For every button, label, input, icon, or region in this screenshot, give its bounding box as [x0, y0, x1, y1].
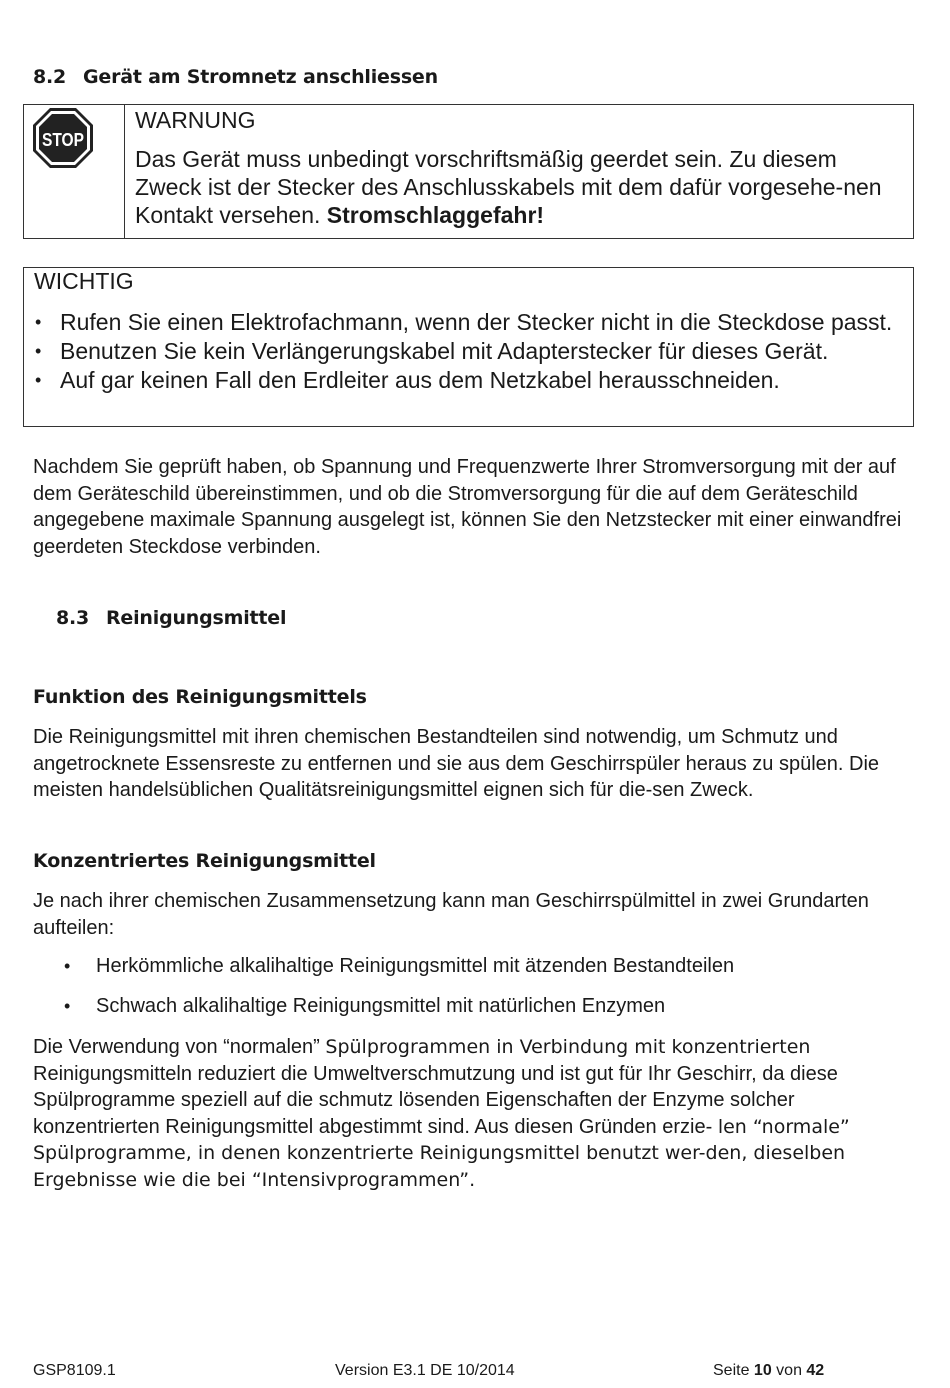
- stop-sign-text: STOP: [42, 130, 84, 150]
- footer-page-number: [713, 1362, 824, 1380]
- page-total: 42: [806, 1362, 825, 1379]
- usage-paragraph: [33, 1034, 918, 1193]
- section-heading-8-3: [56, 607, 286, 629]
- footer-model: GSP8109.1: [33, 1362, 116, 1379]
- warning-icon-cell: [24, 105, 125, 238]
- stop-sign-icon: [32, 107, 94, 169]
- connect-paragraph: Nachdem Sie geprüft haben, ob Spannung und Frequenzwerte Ihrer Stromversorgung mit der auf dem Geräteschild übereinstimmen, und ob die Stromversorgung für die auf dem Geräteschild angegebene maximale Spannung ausgelegt ist, können Sie den Netzstecker mit einer einwandfrei geerdeten Steckdose verbinden.: [33, 456, 902, 558]
- section-number: 8.2: [33, 66, 67, 88]
- important-box: [23, 267, 914, 427]
- page-prefix: Seite: [713, 1362, 754, 1379]
- page-current: 10: [753, 1362, 772, 1379]
- important-item: • Rufen Sie einen Elektrofachmann, wenn der Stecker nicht in die Steckdose passt.: [34, 308, 904, 336]
- section-title: Reinigungsmittel: [106, 607, 287, 629]
- concentrated-paragraph: Je nach ihrer chemischen Zusammensetzung kann man Geschirrspülmittel in zwei Grundarten aufteilen:: [33, 890, 869, 939]
- warning-emphasis: Stromschlaggefahr!: [326, 202, 545, 228]
- page-separator: von: [771, 1362, 807, 1379]
- detergent-types-list: [33, 953, 913, 1033]
- important-item: • Auf gar keinen Fall den Erdleiter aus dem Netzkabel herausschneiden.: [34, 366, 904, 394]
- usage-text-d: len “normale” Spülprogramme, in denen konzentrierte Reinigungsmittel benutzt wer-den, dieselben Ergebnisse wie die bei “Intensivprogrammen”.: [33, 1115, 850, 1191]
- important-title: WICHTIG: [34, 268, 134, 294]
- section-title: Gerät am Stromnetz anschliessen: [83, 66, 438, 88]
- list-item: • Schwach alkalihaltige Reinigungsmittel mit natürlichen Enzymen: [33, 993, 913, 1019]
- usage-text-c: Reinigungsmitteln reduziert die Umweltverschmutzung und ist gut für Ihr Geschirr, da diese Spülprogramme speziell auf die schmutz lösenden Eigenschaften der Enzyme solcher konzentrierten Reinigungsmittel abgestimmt sind. Aus diesen Gründen erzie-: [33, 1062, 838, 1138]
- important-list: [34, 308, 904, 395]
- footer-version: Version E3.1 DE 10/2014: [335, 1362, 515, 1379]
- concentrated-heading: Konzentriertes Reinigungsmittel: [33, 850, 376, 872]
- important-item: • Benutzen Sie kein Verlängerungskabel mit Adapterstecker für dieses Gerät.: [34, 337, 904, 365]
- section-heading-8-2: [33, 66, 438, 88]
- usage-text-b: Spülprogrammen in Verbindung mit konzentrierten: [325, 1036, 811, 1058]
- warning-box: [23, 104, 914, 239]
- usage-text-a: Die Verwendung von “normalen”: [33, 1036, 326, 1058]
- function-heading: Funktion des Reinigungsmittels: [33, 686, 367, 708]
- warning-body: Das Gerät muss unbedingt vorschriftsmäßig geerdet sein. Zu diesem Zweck ist der Stecker des Anschlusskabels mit dem dafür vorgesehe-nen Kontakt versehen.: [135, 146, 882, 228]
- function-paragraph: Die Reinigungsmittel mit ihren chemischen Bestandteilen sind notwendig, um Schmutz und angetrocknete Essensreste zu entfernen und sie aus dem Geschirrspüler heraus zu spülen. Die meisten handelsüblichen Qualitätsreinigungsmittel eignen sich für die-sen Zweck.: [33, 726, 880, 801]
- warning-title: WARNUNG: [135, 107, 256, 133]
- warning-text: [135, 145, 905, 229]
- section-number: 8.3: [56, 607, 90, 629]
- list-item: • Herkömmliche alkalihaltige Reinigungsmittel mit ätzenden Bestandteilen: [33, 953, 913, 979]
